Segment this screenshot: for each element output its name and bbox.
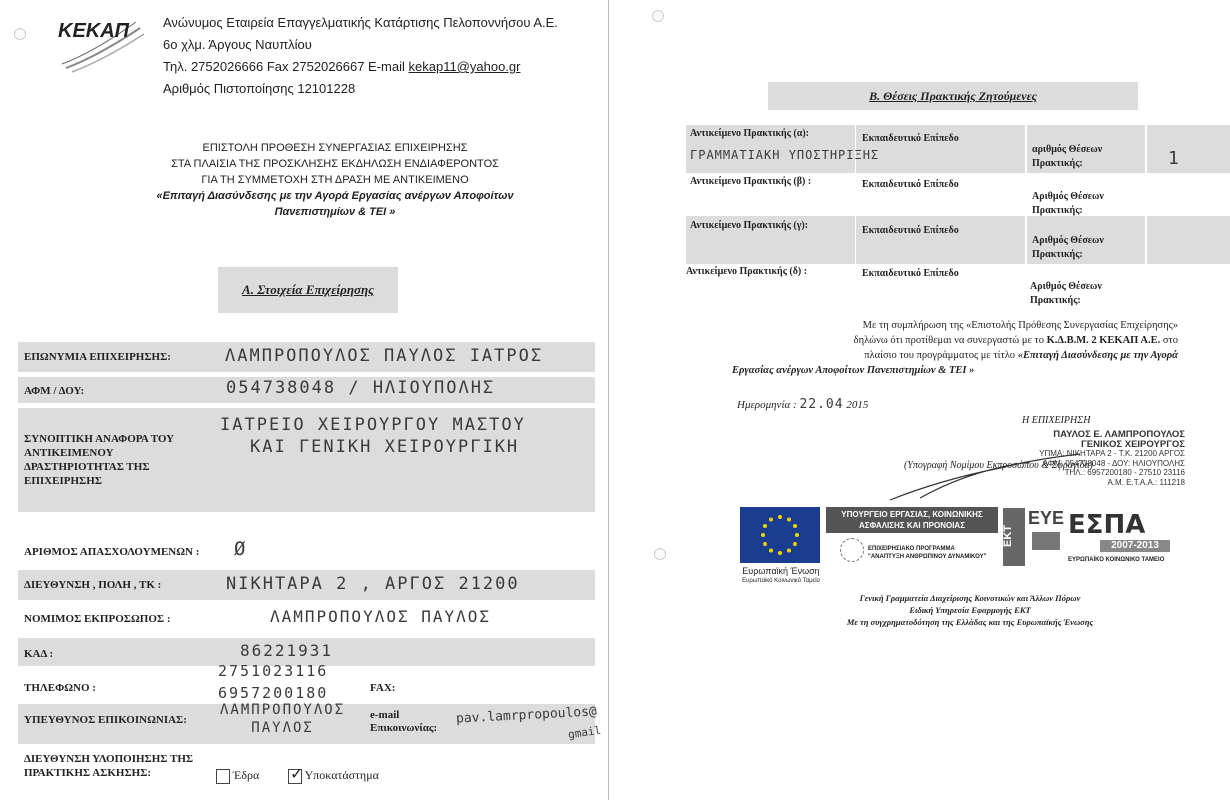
contact-line bbox=[163, 56, 558, 78]
activity-label-line: ΣΥΝΟΠΤΙΚΗ ΑΝΑΦΟΡΑ ΤΟΥ bbox=[24, 433, 175, 445]
punch-hole bbox=[654, 548, 666, 560]
count-label-line: Πρακτικής: bbox=[1032, 205, 1083, 216]
declaration-line: Με τη συμπλήρωση της «Επιστολής Πρόθεσης Συνεργασίας Επιχείρησης» bbox=[862, 320, 1178, 331]
branch-option-label: Υποκατάστημα bbox=[304, 768, 379, 782]
punch-hole bbox=[14, 28, 26, 40]
phone-value-line: 6957200180 bbox=[218, 684, 329, 702]
check-mark-icon: ✓ bbox=[290, 765, 304, 783]
count-label-line: Αριθμός Θέσεων bbox=[1032, 235, 1104, 246]
afm-value[interactable]: 054738048 / ΗΛΙΟΥΠΟΛΗΣ bbox=[226, 378, 496, 398]
company-name-label: ΕΠΩΝΥΜΙΑ ΕΠΙΧΕΙΡΗΣΗΣ: bbox=[24, 351, 171, 363]
fax-label: FAX: bbox=[370, 682, 396, 694]
espa-years: 2007-2013 bbox=[1100, 540, 1170, 552]
branch-checkbox[interactable] bbox=[288, 765, 304, 784]
section-b-title: Β. Θέσεις Πρακτικής Ζητούμενες bbox=[768, 82, 1138, 110]
stamp-line: ΑΦΜ: 054738048 - ΔΟΥ: ΗΛΙΟΥΠΟΛΗΣ bbox=[1042, 458, 1185, 468]
program-text bbox=[868, 545, 986, 561]
activity-label-line: ΔΡΑΣΤΗΡΙΟΤΗΤΑΣ ΤΗΣ bbox=[24, 461, 150, 473]
position-c-count-label bbox=[1032, 234, 1104, 262]
position-c-level: Εκπαιδευτικό Επίπεδο bbox=[862, 225, 959, 236]
footer bbox=[770, 592, 1170, 628]
email-value-domain: gmail bbox=[567, 723, 602, 742]
eu-caption-line: Ευρωπαϊκό Κοινωνικό Ταμείο bbox=[742, 578, 820, 584]
position-a-count-label bbox=[1032, 143, 1102, 171]
ministry-line: ΥΠΟΥΡΓΕΙΟ ΕΡΓΑΣΙΑΣ, ΚΟΙΝΩΝΙΚΗΣ bbox=[841, 510, 983, 519]
company-address: 6ο χλμ. Άργους Ναυπλίου bbox=[163, 37, 312, 52]
eye-logo-mark bbox=[1032, 532, 1060, 550]
declaration-span: Κ.Δ.Β.Μ. 2 ΚΕΚΑΠ Α.Ε. bbox=[1046, 335, 1161, 346]
eye-logo: ΕΥΕ bbox=[1028, 508, 1065, 528]
column-divider bbox=[1145, 125, 1147, 315]
legal-rep-value[interactable]: ΛΑΜΠΡΟΠΟΥΛΟΣ ΠΑΥΛΟΣ bbox=[270, 607, 492, 626]
address-value[interactable]: ΝΙΚΗΤΑΡΑ 2 , ΑΡΓΟΣ 21200 bbox=[226, 574, 520, 594]
signature-title: Η ΕΠΙΧΕΙΡΗΣΗ bbox=[1022, 415, 1091, 426]
declaration-span: πλαίσιο του προγράμματος με τίτλο bbox=[864, 350, 1018, 361]
column-divider bbox=[1025, 125, 1027, 315]
count-label-line: Πρακτικής: bbox=[1030, 295, 1081, 306]
date-field bbox=[737, 397, 868, 412]
hq-option-label: Έδρα bbox=[233, 768, 260, 782]
date-year: 2015 bbox=[846, 399, 869, 411]
section-a-title: Α. Στοιχεία Επιχείρησης bbox=[218, 267, 398, 313]
email-value[interactable]: pav.lamrpropoulos@ bbox=[455, 704, 598, 727]
signature-scribble bbox=[880, 440, 1090, 510]
position-b-label: Αντικείμενο Πρακτικής (β) : bbox=[690, 176, 812, 187]
hq-checkbox[interactable] bbox=[216, 769, 230, 784]
ministry-line: ΑΣΦΑΛΙΣΗΣ ΚΑΙ ΠΡΟΝΟΙΑΣ bbox=[858, 521, 965, 530]
heading-line: «Επιταγή Διασύνδεσης με την Αγορά Εργασίας ανέργων Αποφοίτων bbox=[156, 190, 514, 202]
letter-heading bbox=[120, 140, 550, 220]
position-d-count-label bbox=[1030, 280, 1102, 308]
ekt-text: ΕΚΤ bbox=[1002, 525, 1014, 547]
ekt-logo bbox=[1003, 508, 1025, 566]
kad-value[interactable]: 86221931 bbox=[240, 641, 334, 660]
declaration-span: στο bbox=[1160, 335, 1178, 346]
certification-number: Αριθμός Πιστοποίησης 12101228 bbox=[163, 81, 356, 96]
position-d-level: Εκπαιδευτικό Επίπεδο bbox=[862, 268, 959, 279]
phone-value[interactable] bbox=[218, 660, 328, 704]
page-fold bbox=[608, 0, 609, 800]
activity-value-line: ΙΑΤΡΕΙΟ ΧΕΙΡΟΥΡΓΟΥ ΜΑΣΤΟΥ bbox=[220, 415, 526, 435]
contact-prefix: Τηλ. 2752026666 Fax 2752026667 E-mail bbox=[163, 59, 409, 74]
footer-line: Με τη συγχρηματοδότηση της Ελλάδας και της Ευρωπαϊκής Ένωσης bbox=[846, 617, 1094, 627]
address-label: ΔΙΕΥΘΥΝΣΗ , ΠΟΛΗ , ΤΚ : bbox=[24, 579, 162, 591]
activity-value-line: ΚΑΙ ΓΕΝΙΚΗ ΧΕΙΡΟΥΡΓΙΚΗ bbox=[250, 437, 520, 457]
signature-caption: (Υπογραφή Νομίμου Εκπροσώπου & Σφραγίδα) bbox=[904, 460, 1093, 471]
declaration-span: «Επιταγή Διασύνδεσης με την Αγορά bbox=[1017, 350, 1178, 361]
location-label-line: ΔΙΕΥΘΥΝΣΗ ΥΛΟΠΟΙΗΣΗΣ ΤΗΣ bbox=[24, 753, 194, 765]
stamp-line: ΥΠΜΑ: ΝΙΚΗΤΑΡΑ 2 - Τ.Κ. 21200 ΑΡΓΟΣ bbox=[1039, 449, 1185, 458]
heading-line: Πανεπιστημίων & ΤΕΙ » bbox=[274, 206, 396, 218]
position-a-value[interactable]: ΓΡΑΜΜΑΤΙΑΚΗ ΥΠΟΣΤΗΡΙΞΗΣ bbox=[690, 148, 880, 162]
employees-value[interactable]: Ø bbox=[234, 538, 248, 560]
email-label bbox=[370, 709, 437, 735]
kad-label: ΚΑΔ : bbox=[24, 648, 54, 660]
activity-label-line: ΑΝΤΙΚΕΙΜΕΝΟΥ bbox=[24, 447, 114, 459]
eu-caption-line: Ευρωπαϊκή Ένωση bbox=[742, 566, 820, 576]
ministry-banner bbox=[826, 507, 998, 533]
position-b-count-label bbox=[1032, 190, 1104, 218]
declaration-line bbox=[728, 333, 1178, 348]
footer-line: Γενική Γραμματεία Διαχείρισης Κοινοτικών και Άλλων Πόρων bbox=[859, 593, 1081, 603]
contact-value-line: ΛΑΜΠΡΟΠΟΥΛΟΣ bbox=[220, 702, 346, 718]
branch-option[interactable] bbox=[288, 765, 379, 784]
declaration-line bbox=[728, 348, 1178, 363]
eu-flag-logo bbox=[740, 507, 820, 563]
letterhead bbox=[163, 12, 558, 100]
count-label-line: Αριθμός Θέσεων bbox=[1032, 191, 1104, 202]
position-c-label: Αντικείμενο Πρακτικής (γ): bbox=[690, 220, 809, 231]
heading-line: ΕΠΙΣΤΟΛΗ ΠΡΟΘΕΣΗ ΣΥΝΕΡΓΑΣΙΑΣ ΕΠΙΧΕΙΡΗΣΗΣ bbox=[202, 142, 468, 154]
stamp-line: ΤΗΛ.: 6957200180 - 27510 23116 bbox=[1064, 468, 1185, 477]
contact-label: ΥΠΕΥΘΥΝΟΣ ΕΠΙΚΟΙΝΩΝΙΑΣ: bbox=[24, 714, 187, 726]
position-a-label: Αντικείμενο Πρακτικής (α): bbox=[690, 128, 809, 139]
contact-value-line: ΠΑΥΛΟΣ bbox=[251, 720, 314, 736]
position-b-level: Εκπαιδευτικό Επίπεδο bbox=[862, 179, 959, 190]
heading-line: ΓΙΑ ΤΗ ΣΥΜΜΕΤΟΧΗ ΣΤΗ ΔΡΑΣΗ ΜΕ ΑΝΤΙΚΕΙΜΕΝΟ bbox=[201, 174, 469, 186]
heading-line: ΣΤΑ ΠΛΑΙΣΙΑ ΤΗΣ ΠΡΟΣΚΛΗΣΗΣ ΕΚΔΗΛΩΣΗ ΕΝΔΙΑΦΕΡΟΝΤΟΣ bbox=[171, 158, 499, 170]
stamp-line: ΓΕΝΙΚΟΣ ΧΕΙΡΟΥΡΓΟΣ bbox=[1081, 438, 1185, 450]
program-line: ΕΠΙΧΕΙΡΗΣΙΑΚΟ ΠΡΟΓΡΑΜΜΑ bbox=[868, 546, 955, 552]
espa-caption: ΕΥΡΩΠΑΪΚΟ ΚΟΙΝΩΝΙΚΟ ΤΑΜΕΙΟ bbox=[1068, 557, 1165, 563]
email-link[interactable]: kekap11@yahoo.gr bbox=[408, 59, 521, 74]
legal-rep-label: ΝΟΜΙΜΟΣ ΕΚΠΡΟΣΩΠΟΣ : bbox=[24, 613, 171, 625]
espa-logo: ΕΣΠΑ bbox=[1068, 510, 1146, 540]
employees-label: ΑΡΙΘΜΟΣ ΑΠΑΣΧΟΛΟΥΜΕΝΩΝ : bbox=[24, 546, 200, 558]
company-name: Ανώνυμος Εταιρεία Επαγγελματικής Κατάρτισης Πελοποννήσου Α.Ε. bbox=[163, 15, 558, 30]
email-label-line: Επικοινωνίας: bbox=[370, 722, 438, 734]
stamp-line: Α.Μ. Ε.Τ.Α.Α.: 111218 bbox=[1107, 477, 1185, 487]
afm-label: ΑΦΜ / ΔΟΥ: bbox=[24, 385, 85, 397]
activity-value[interactable] bbox=[220, 414, 526, 458]
program-emblem-icon bbox=[840, 538, 864, 562]
company-name-value[interactable]: ΛΑΜΠΡΟΠΟΥΛΟΣ ΠΑΥΛΟΣ ΙΑΤΡΟΣ bbox=[225, 346, 544, 366]
count-label-line: αριθμός Θέσεων bbox=[1032, 144, 1103, 155]
phone-value-line: 2751023116 bbox=[218, 662, 329, 680]
date-label: Ημερομηνία : bbox=[737, 399, 797, 411]
location-label-line: ΠΡΑΚΤΙΚΗΣ ΑΣΚΗΣΗΣ: bbox=[24, 767, 152, 779]
phone-label: ΤΗΛΕΦΩΝΟ : bbox=[24, 682, 96, 694]
position-a-level: Εκπαιδευτικό Επίπεδο bbox=[862, 133, 959, 144]
declaration-line: Εργασίας ανέργων Αποφοίτων Πανεπιστημίων & ΤΕΙ » bbox=[732, 365, 975, 376]
stamp-line: ΠΑΥΛΟΣ Ε. ΛΑΜΠΡΟΠΟΥΛΟΣ bbox=[1053, 429, 1185, 440]
position-d-label: Αντικείμενο Πρακτικής (δ) : bbox=[686, 266, 808, 277]
date-value[interactable]: 22.04 bbox=[799, 397, 844, 412]
program-line: "ΑΝΑΠΤΥΞΗ ΑΝΘΡΩΠΙΝΟΥ ΔΥΝΑΜΙΚΟΥ" bbox=[868, 554, 987, 560]
footer-line: Ειδική Υπηρεσία Εφαρμογής ΕΚΤ bbox=[909, 605, 1031, 615]
logo-text: KEKAΠ bbox=[58, 20, 130, 42]
hq-option[interactable] bbox=[216, 768, 259, 784]
count-label-line: Πρακτικής: bbox=[1032, 249, 1083, 260]
declaration-span: δηλώνω ότι προτίθεμαι να συνεργαστώ με το bbox=[853, 335, 1047, 346]
location-label bbox=[24, 752, 193, 780]
count-label-line: Πρακτικής: bbox=[1032, 158, 1083, 169]
punch-hole bbox=[652, 10, 664, 22]
email-label-line: e-mail bbox=[370, 709, 400, 721]
declaration-text bbox=[728, 318, 1178, 378]
kekap-logo bbox=[58, 6, 148, 78]
contact-value[interactable] bbox=[220, 701, 345, 737]
position-a-count[interactable]: 1 bbox=[1168, 148, 1181, 169]
activity-label-line: ΕΠΙΧΕΙΡΗΣΗΣ bbox=[24, 475, 102, 487]
count-label-line: Αριθμός Θέσεων bbox=[1030, 281, 1102, 292]
activity-label bbox=[24, 432, 174, 488]
eu-caption bbox=[738, 566, 824, 586]
